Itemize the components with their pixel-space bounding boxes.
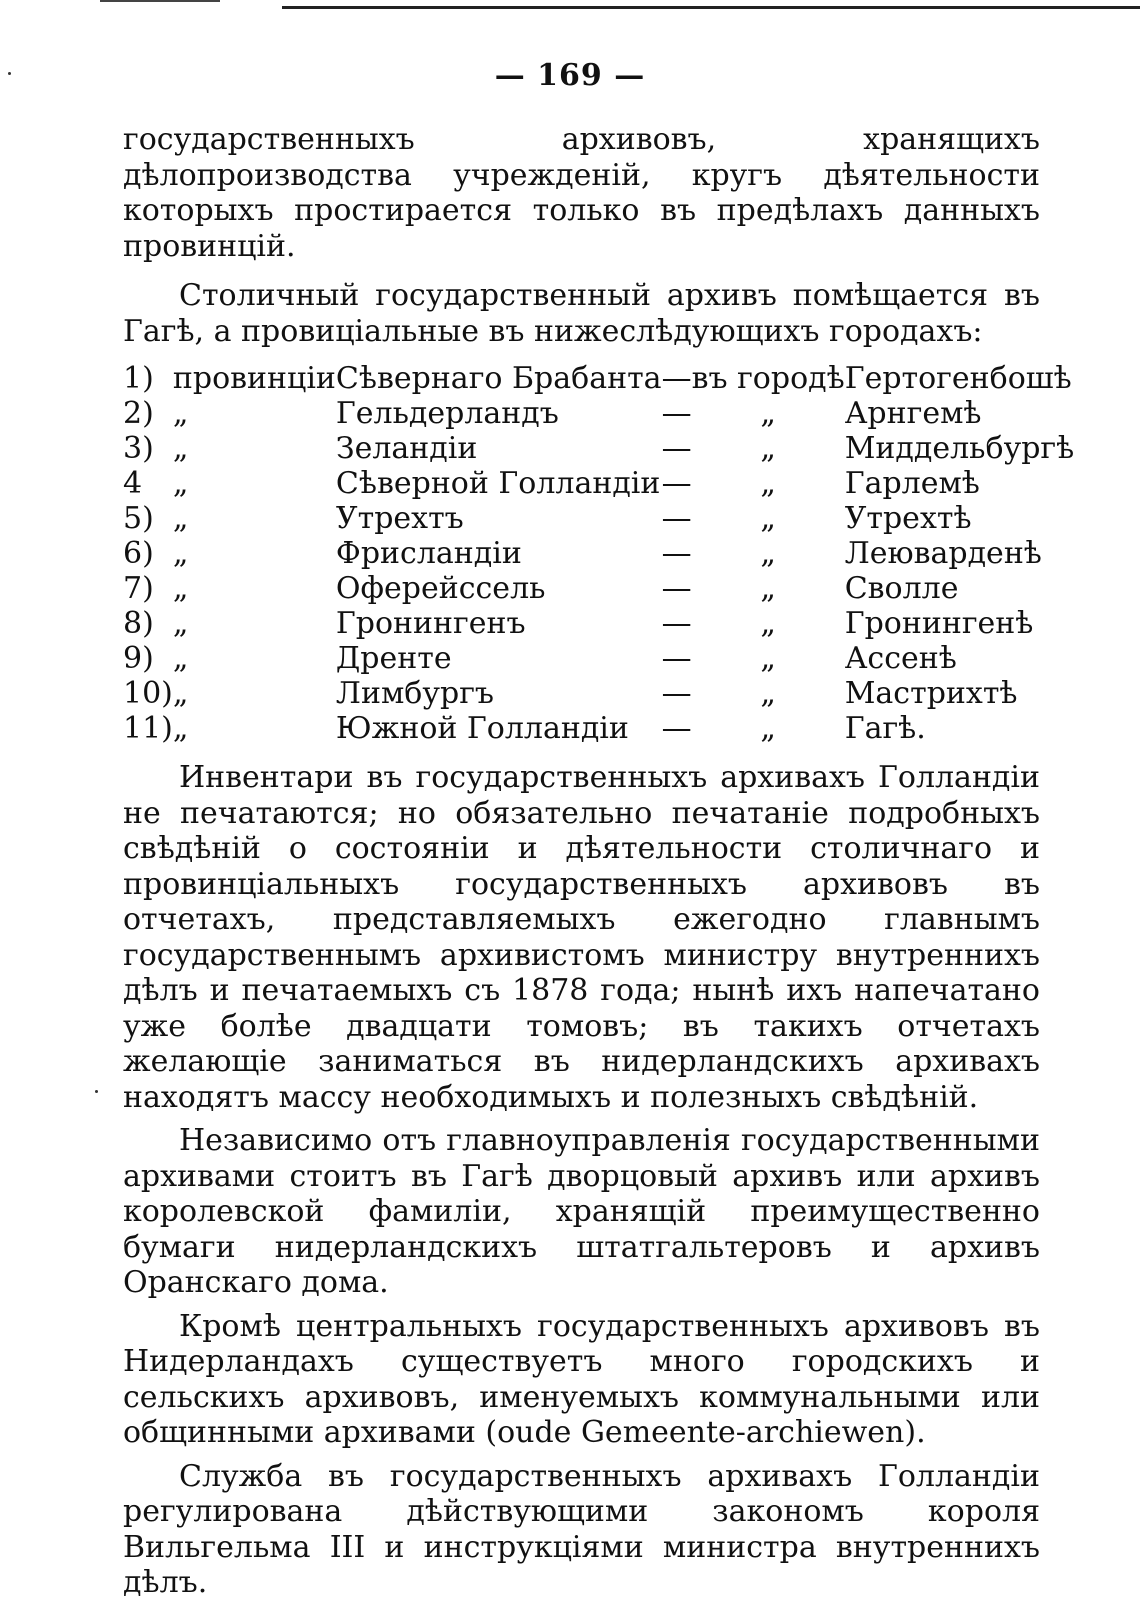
ditto-mark: „	[760, 606, 776, 641]
ditto-mark: „	[172, 431, 189, 466]
scan-speck	[95, 1090, 98, 1093]
province-name: Гельдерландъ	[335, 396, 559, 431]
province-name: Южной Голландіи	[335, 711, 629, 746]
table-row	[123, 396, 1074, 431]
row-number: 11)	[123, 711, 173, 746]
ditto-mark: „	[760, 466, 776, 501]
provinces-table	[123, 361, 1074, 746]
ditto-mark: „	[172, 606, 189, 641]
top-border-rule	[282, 6, 1140, 9]
dash: —	[661, 536, 692, 571]
page-body	[123, 122, 1075, 1609]
province-name: Фрисландіи	[335, 536, 522, 571]
ditto-mark: „	[760, 431, 776, 466]
row-number: 1)	[123, 361, 154, 396]
ditto-mark: „	[760, 711, 776, 746]
ditto-mark: „	[760, 501, 776, 536]
row-number: 8)	[123, 606, 154, 641]
table-row	[123, 571, 1074, 606]
province-prefix: провинціи	[172, 361, 336, 396]
ditto-mark: „	[760, 676, 776, 711]
dash: —	[661, 431, 692, 466]
paragraph-4: Независимо отъ главноуправленія государственными архивами стоитъ въ Гагѣ дворцовый архивъ или архивъ королевской фамиліи, хранящій преимущественно бумаги нидерландскихъ штатгальтеровъ и архивъ Оранскаго дома.	[123, 1123, 1040, 1300]
ditto-mark: „	[172, 676, 189, 711]
city-name: Сволле	[844, 571, 959, 606]
city-name: Арнгемѣ	[844, 396, 982, 431]
row-number: 3)	[123, 431, 154, 466]
ditto-mark: „	[172, 396, 189, 431]
city-name: Гагѣ.	[844, 711, 926, 746]
province-name: Сѣвернаго Брабанта	[335, 361, 662, 396]
paragraph-3: Инвентари въ государственныхъ архивахъ Голландіи не печатаются; но обязательно печатаніе подробныхъ свѣдѣній о состояніи и дѣятельности столичнаго и провинціальныхъ государственныхъ архивовъ въ отчетахъ, представляемыхъ ежегодно главнымъ государственнымъ архивистомъ министру внутреннихъ дѣлъ и печатаемыхъ съ 1878 года; нынѣ ихъ напечатано уже болѣе двадцати томовъ; въ такихъ отчетахъ желающіе заниматься въ нидерландскихъ архивахъ находятъ массу необходимыхъ и полезныхъ свѣдѣній.	[123, 760, 1040, 1115]
table-row	[123, 676, 1074, 711]
table-row	[123, 501, 1074, 536]
row-number: 2)	[123, 396, 154, 431]
dash: —	[661, 501, 692, 536]
ditto-mark: „	[760, 571, 776, 606]
paragraph-1: государственныхъ архивовъ, хранящихъ дѣлопроизводства учрежденій, кругъ дѣятельности которыхъ простирается только въ предѣлахъ данныхъ провинцій.	[123, 122, 1040, 264]
table-row	[123, 606, 1074, 641]
dash: —	[661, 676, 692, 711]
dash: —	[661, 571, 692, 606]
page-number: — 169 —	[494, 58, 646, 93]
table-row	[123, 466, 1074, 501]
town-word: въ городѣ	[691, 361, 845, 396]
ditto-mark: „	[172, 641, 189, 676]
city-name: Утрехтѣ	[844, 501, 972, 536]
province-name: Гронингенъ	[335, 606, 526, 641]
province-name: Зеландіи	[335, 431, 478, 466]
city-name: Гронингенѣ	[844, 606, 1034, 641]
ditto-mark: „	[172, 466, 189, 501]
province-name: Лимбургъ	[335, 676, 495, 711]
scan-edge-mark	[100, 0, 220, 2]
province-name: Сѣверной Голландіи	[335, 466, 661, 501]
table-row	[123, 536, 1074, 571]
dash: —	[661, 466, 692, 501]
ditto-mark: „	[172, 571, 189, 606]
row-number: 7)	[123, 571, 154, 606]
city-name: Гертогенбошѣ	[844, 361, 1072, 396]
ditto-mark: „	[760, 396, 776, 431]
dash: —	[661, 641, 692, 676]
dash: —	[661, 361, 692, 396]
city-name: Гарлемѣ	[844, 466, 980, 501]
dash: —	[661, 396, 692, 431]
ditto-mark: „	[172, 536, 189, 571]
province-name: Дренте	[335, 641, 452, 676]
ditto-mark: „	[760, 641, 776, 676]
table-row	[123, 711, 1074, 746]
city-name: Мастрихтѣ	[844, 676, 1018, 711]
paragraph-5: Кромѣ центральныхъ государственныхъ архивовъ въ Нидерландахъ существуетъ много городскихъ и сельскихъ архивовъ, именуемыхъ коммунальными или общинными архивами (oude Gemeente-archiewen).	[123, 1308, 1040, 1450]
ditto-mark: „	[172, 711, 189, 746]
row-number: 5)	[123, 501, 154, 536]
row-number: 4	[123, 466, 143, 501]
row-number: 10)	[123, 676, 173, 711]
city-name: Ассенѣ	[844, 641, 957, 676]
city-name: Миддельбургѣ	[844, 431, 1075, 466]
table-row	[123, 361, 1074, 396]
city-name: Леюварденѣ	[844, 536, 1042, 571]
ditto-mark: „	[760, 536, 776, 571]
dash: —	[661, 711, 692, 746]
paragraph-6: Служба въ государственныхъ архивахъ Голландіи регулирована дѣйствующими закономъ короля Вильгельма III и инструкціями министра внутреннихъ дѣлъ.	[123, 1458, 1040, 1600]
paragraph-2: Столичный государственный архивъ помѣщается въ Гагѣ, а провиціальные въ нижеслѣдующихъ городахъ:	[123, 278, 1040, 349]
province-name: Оферейссель	[335, 571, 546, 606]
dash: —	[661, 606, 692, 641]
table-row	[123, 431, 1074, 466]
row-number: 9)	[123, 641, 154, 676]
row-number: 6)	[123, 536, 154, 571]
province-name: Утрехтъ	[335, 501, 464, 536]
ditto-mark: „	[172, 501, 189, 536]
table-row	[123, 641, 1074, 676]
